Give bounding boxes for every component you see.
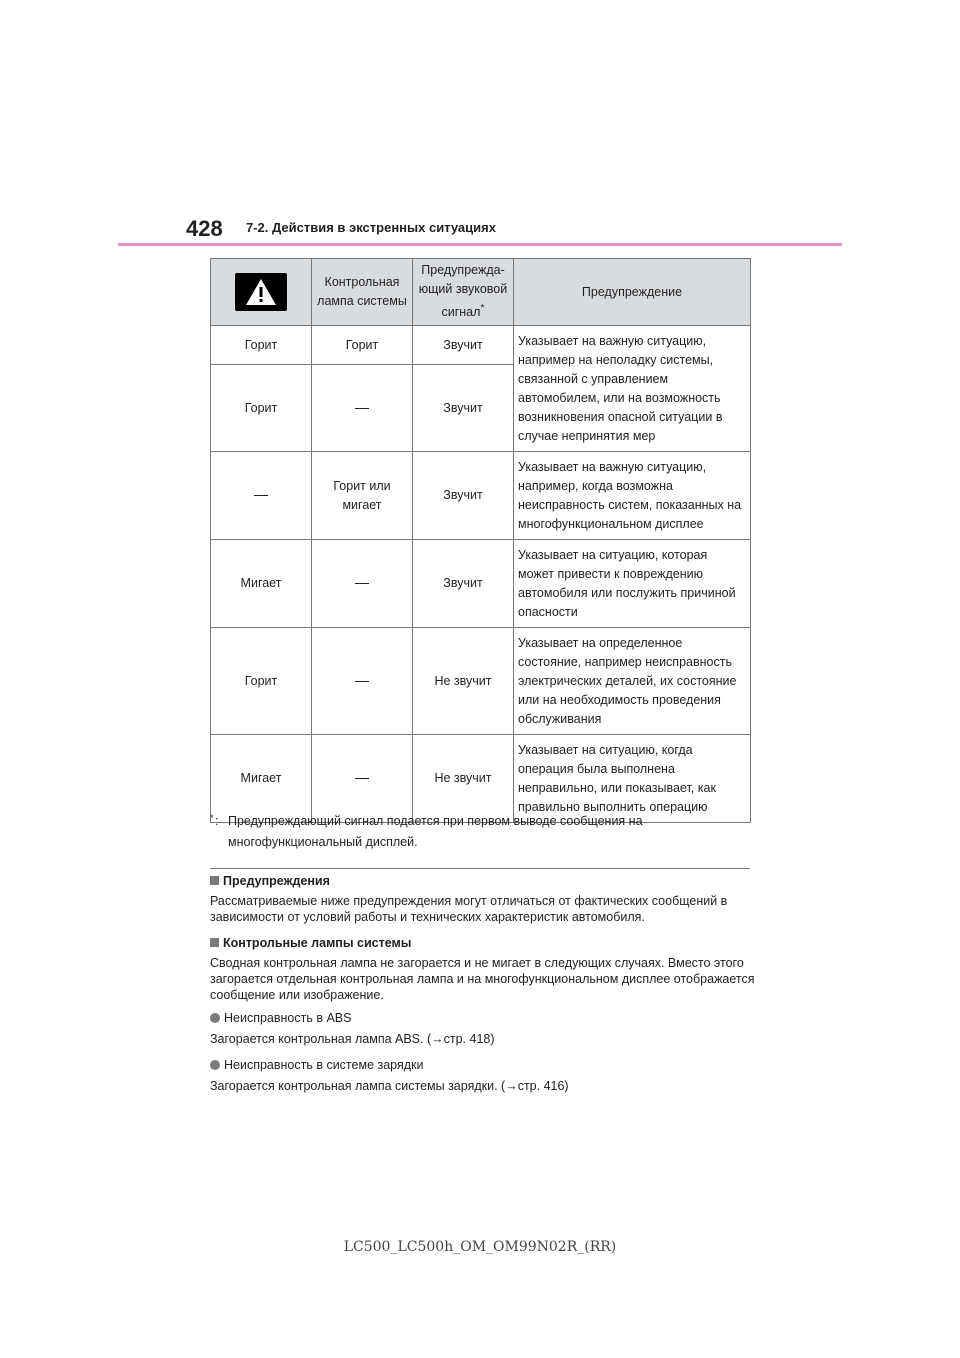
header-warning: Предупреждение [514, 259, 751, 326]
cell-lamp [312, 735, 413, 823]
cell-lamp [312, 540, 413, 628]
warning-table [210, 258, 751, 823]
dash [355, 408, 369, 409]
cell-lamp: Горит [312, 326, 413, 365]
header-buzzer-text: Предупрежда-ющий звуковой сигнал [418, 263, 508, 320]
cell-buzzer: Не звучит [413, 628, 514, 735]
footnote [210, 811, 770, 853]
cell-buzzer: Звучит [413, 540, 514, 628]
dash [355, 681, 369, 682]
table-row [211, 452, 751, 540]
cell-master: Мигает [211, 735, 312, 823]
cell-description: Указывает на ситуацию, когда операция была выполнена неправильно, или показывает, как правильно выполнить операцию [514, 735, 751, 823]
cell-buzzer: Не звучит [413, 735, 514, 823]
dash [254, 495, 268, 496]
dash [355, 583, 369, 584]
cell-description: Указывает на ситуацию, которая может привести к повреждению автомобиля или послужить причиной опасности [514, 540, 751, 628]
lamps-paragraph: Сводная контрольная лампа не загорается и не мигает в следующих случаях. Вместо этого загорается отдельная контрольная лампа и на многофункциональном дисплее отображается сообщение или изображение. [210, 956, 755, 1002]
header-lamp: Контрольная лампа системы [312, 259, 413, 326]
table-row [211, 326, 751, 365]
abs-heading [210, 1010, 755, 1026]
table-row [211, 628, 751, 735]
header-master-icon-cell [211, 259, 312, 326]
charge-paragraph: Загорается контрольная лампа системы зарядки. (→стр. 416) [210, 1079, 569, 1093]
cell-buzzer: Звучит [413, 326, 514, 365]
cell-description: Указывает на определенное состояние, например неисправность электрических деталей, их состояние или на необходимость проведения обслуживания [514, 628, 751, 735]
charge-heading [210, 1057, 755, 1073]
cell-buzzer: Звучит [413, 452, 514, 540]
cell-master: Горит [211, 326, 312, 365]
warnings-heading [210, 873, 755, 889]
cell-description: Указывает на важную ситуацию, например на неполадку системы, связанной с управлением автомобилем, или на возможность возникновения опасной ситуации в случае непринятия мер [514, 326, 751, 452]
lamps-title: Контрольные лампы системы [223, 936, 412, 950]
abs-title: Неисправность в ABS [224, 1011, 352, 1025]
abs-paragraph: Загорается контрольная лампа ABS. (→стр. 418) [210, 1032, 495, 1046]
cell-buzzer: Звучит [413, 365, 514, 452]
footnote-colon: : [215, 814, 219, 828]
table-row [211, 540, 751, 628]
cell-lamp [312, 365, 413, 452]
cell-master: Мигает [211, 540, 312, 628]
round-bullet-icon [210, 1060, 220, 1070]
cell-description: Указывает на важную ситуацию, например, когда возможна неисправность систем, показанных на многофункциональном дисплее [514, 452, 751, 540]
footnote-text: Предупреждающий сигнал подается при первом выводе сообщения на многофункциональный дисплей. [228, 814, 643, 849]
section-title: 7-2. Действия в экстренных ситуациях [246, 220, 496, 235]
document-footer: LC500_LC500h_OM_OM99N02R_(RR) [343, 1239, 617, 1255]
table-row [211, 735, 751, 823]
section-divider [210, 868, 750, 869]
square-bullet-icon [210, 876, 219, 885]
cell-master [211, 452, 312, 540]
dash [355, 778, 369, 779]
warnings-paragraph: Рассматриваемые ниже предупреждения могут отличаться от фактических сообщений в зависимости от условий работы и технических характеристик автомобиля. [210, 894, 728, 924]
cell-master: Горит [211, 365, 312, 452]
round-bullet-icon [210, 1013, 220, 1023]
header-buzzer-star: * [480, 303, 485, 315]
warning-triangle-icon [235, 273, 287, 311]
table-header-row [211, 259, 751, 326]
footnote-star: * [210, 813, 214, 823]
cell-lamp [312, 628, 413, 735]
cell-lamp: Горит или мигает [312, 452, 413, 540]
page-number: 428 [186, 216, 223, 241]
charge-title: Неисправность в системе зарядки [224, 1058, 424, 1072]
header-buzzer [413, 259, 514, 326]
lamps-heading [210, 935, 755, 951]
header-rule [118, 243, 842, 246]
cell-master: Горит [211, 628, 312, 735]
square-bullet-icon [210, 938, 219, 947]
warnings-title: Предупреждения [223, 874, 330, 888]
